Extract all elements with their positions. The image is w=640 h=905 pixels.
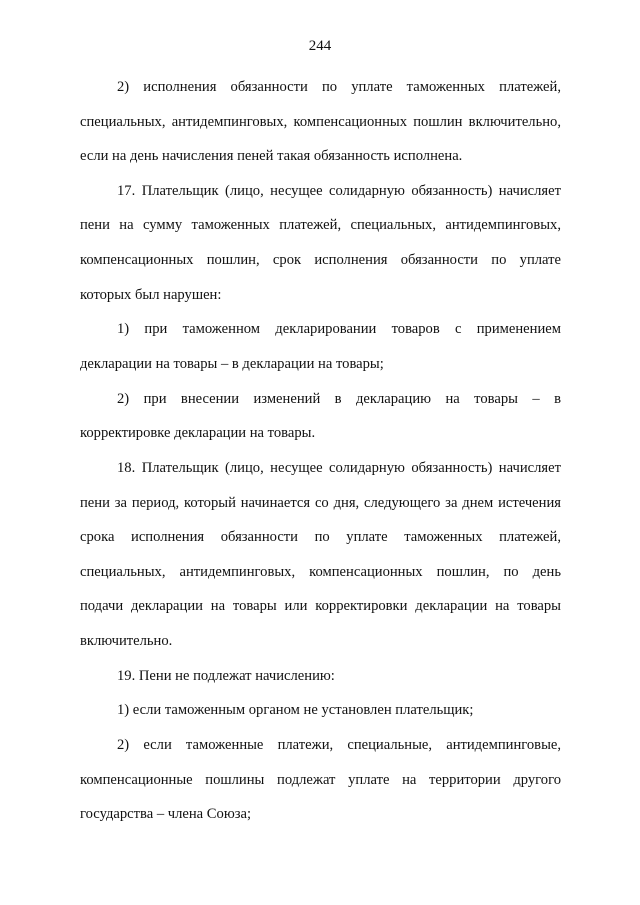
text-line: срока исполнения обязанности по уплате таможенных платежей,: [80, 529, 561, 545]
text-line: 18. Плательщик (лицо, несущее солидарную обязанность) начисляет: [117, 460, 561, 476]
text-line: подачи декларации на товары или корректировки декларации на товары: [80, 598, 561, 614]
text-line: 19. Пени не подлежат начислению:: [117, 668, 335, 684]
text-line: пени за период, который начинается со дня, следующего за днем истечения: [80, 495, 561, 511]
text-line: специальных, антидемпинговых, компенсационных пошлин включительно,: [80, 114, 561, 130]
text-line: включительно.: [80, 633, 173, 649]
text-line: 1) при таможенном декларировании товаров с применением: [117, 321, 561, 337]
text-line: компенсационные пошлины подлежат уплате на территории другого: [80, 772, 561, 788]
text-line: 2) если таможенные платежи, специальные, антидемпинговые,: [117, 737, 561, 753]
text-line: корректировке декларации на товары.: [80, 425, 316, 441]
text-line: декларации на товары – в декларации на товары;: [80, 356, 384, 372]
text-line: 17. Плательщик (лицо, несущее солидарную обязанность) начисляет: [117, 183, 561, 199]
text-line: 2) при внесении изменений в декларацию на товары – в: [117, 391, 561, 407]
text-line: 1) если таможенным органом не установлен плательщик;: [117, 702, 474, 718]
page-number: 244: [308, 38, 332, 54]
text-line: государства – члена Союза;: [80, 806, 252, 822]
text-line: 2) исполнения обязанности по уплате таможенных платежей,: [117, 79, 561, 95]
text-line: которых был нарушен:: [80, 287, 222, 303]
text-line: специальных, антидемпинговых, компенсационных пошлин, по день: [80, 564, 561, 580]
text-line: компенсационных пошлин, срок исполнения обязанности по уплате: [80, 252, 561, 268]
text-line: пени на сумму таможенных платежей, специальных, антидемпинговых,: [80, 217, 561, 233]
text-line: если на день начисления пеней такая обязанность исполнена.: [80, 148, 463, 164]
